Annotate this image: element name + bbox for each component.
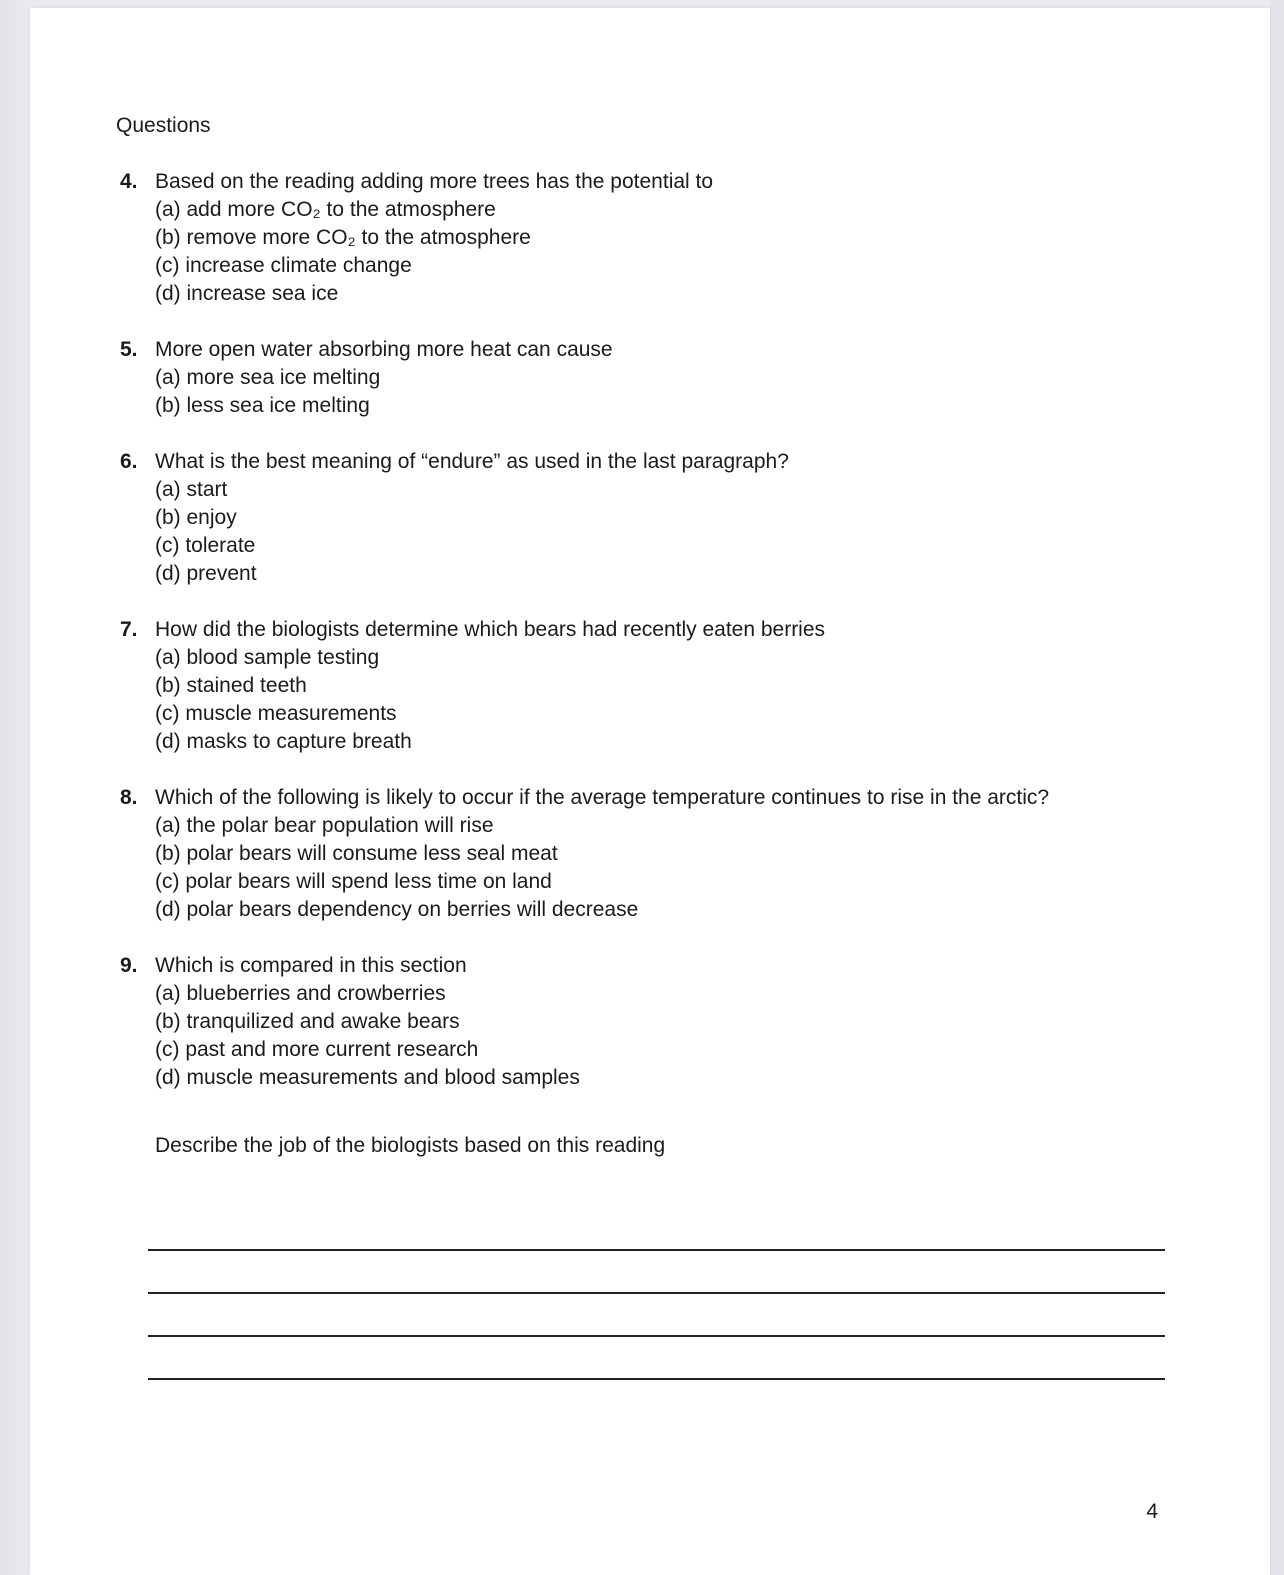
scan-edge-right [1270,0,1284,1575]
answer-lines [148,1208,1165,1380]
question-9 [120,952,1210,1092]
option-c: (c) polar bears will spend less time on land [155,870,552,893]
question-number: 7. [120,618,138,641]
option-a: (a) blueberries and crowberries [155,982,446,1005]
option-c: (c) past and more current research [155,1038,479,1061]
question-5 [120,336,1210,420]
page-number: 4 [1146,1500,1158,1523]
free-response-prompt: Describe the job of the biologists based on this reading [155,1134,666,1157]
options-list [155,812,1210,924]
option-a: (a) blood sample testing [155,646,380,669]
option-d: (d) muscle measurements and blood samples [155,1066,580,1089]
question-text: Which of the following is likely to occur if the average temperature continues to rise in the arctic? [155,786,1050,809]
option-d: (d) increase sea ice [155,282,339,305]
question-number: 9. [120,954,138,977]
answer-line-1 [148,1208,1165,1251]
option-c: (c) tolerate [155,534,256,557]
question-text: How did the biologists determine which bears had recently eaten berries [155,618,826,641]
scan-edge-left [0,0,30,1575]
answer-line-2 [148,1251,1165,1294]
option-d: (d) prevent [155,562,257,585]
question-number: 6. [120,450,138,473]
option-b: (b) less sea ice melting [155,394,370,417]
option-d: (d) masks to capture breath [155,730,412,753]
question-text: More open water absorbing more heat can cause [155,338,613,361]
question-number: 5. [120,338,138,361]
document-page [30,8,1270,1575]
option-b: (b) stained teeth [155,674,307,697]
question-head [120,448,1210,476]
option-a: (a) add more CO₂ to the atmosphere [155,198,496,221]
question-number: 8. [120,786,138,809]
option-b: (b) enjoy [155,506,237,529]
question-text: Which is compared in this section [155,954,467,977]
option-d: (d) polar bears dependency on berries will decrease [155,898,639,921]
question-text: Based on the reading adding more trees has the potential to [155,170,714,193]
option-a: (a) more sea ice melting [155,366,381,389]
answer-line-3 [148,1294,1165,1337]
question-head [120,784,1210,812]
option-c: (c) increase climate change [155,254,412,277]
question-head [120,336,1210,364]
options-list [155,196,1210,308]
options-list [155,980,1210,1092]
question-head [120,616,1210,644]
question-number: 4. [120,170,138,193]
question-7 [120,616,1210,756]
question-8 [120,784,1210,924]
option-b: (b) polar bears will consume less seal meat [155,842,558,865]
question-head [120,168,1210,196]
option-c: (c) muscle measurements [155,702,397,725]
option-b: (b) remove more CO₂ to the atmosphere [155,226,531,249]
answer-line-4 [148,1337,1165,1380]
options-list [155,364,1210,420]
page-content [30,8,1270,1526]
option-b: (b) tranquilized and awake bears [155,1010,460,1033]
option-a: (a) the polar bear population will rise [155,814,494,837]
question-4 [120,168,1210,308]
question-head [120,952,1210,980]
options-list [155,644,1210,756]
question-text: What is the best meaning of “endure” as used in the last paragraph? [155,450,789,473]
question-6 [120,448,1210,588]
option-a: (a) start [155,478,228,501]
section-heading: Questions [116,114,211,137]
options-list [155,476,1210,588]
